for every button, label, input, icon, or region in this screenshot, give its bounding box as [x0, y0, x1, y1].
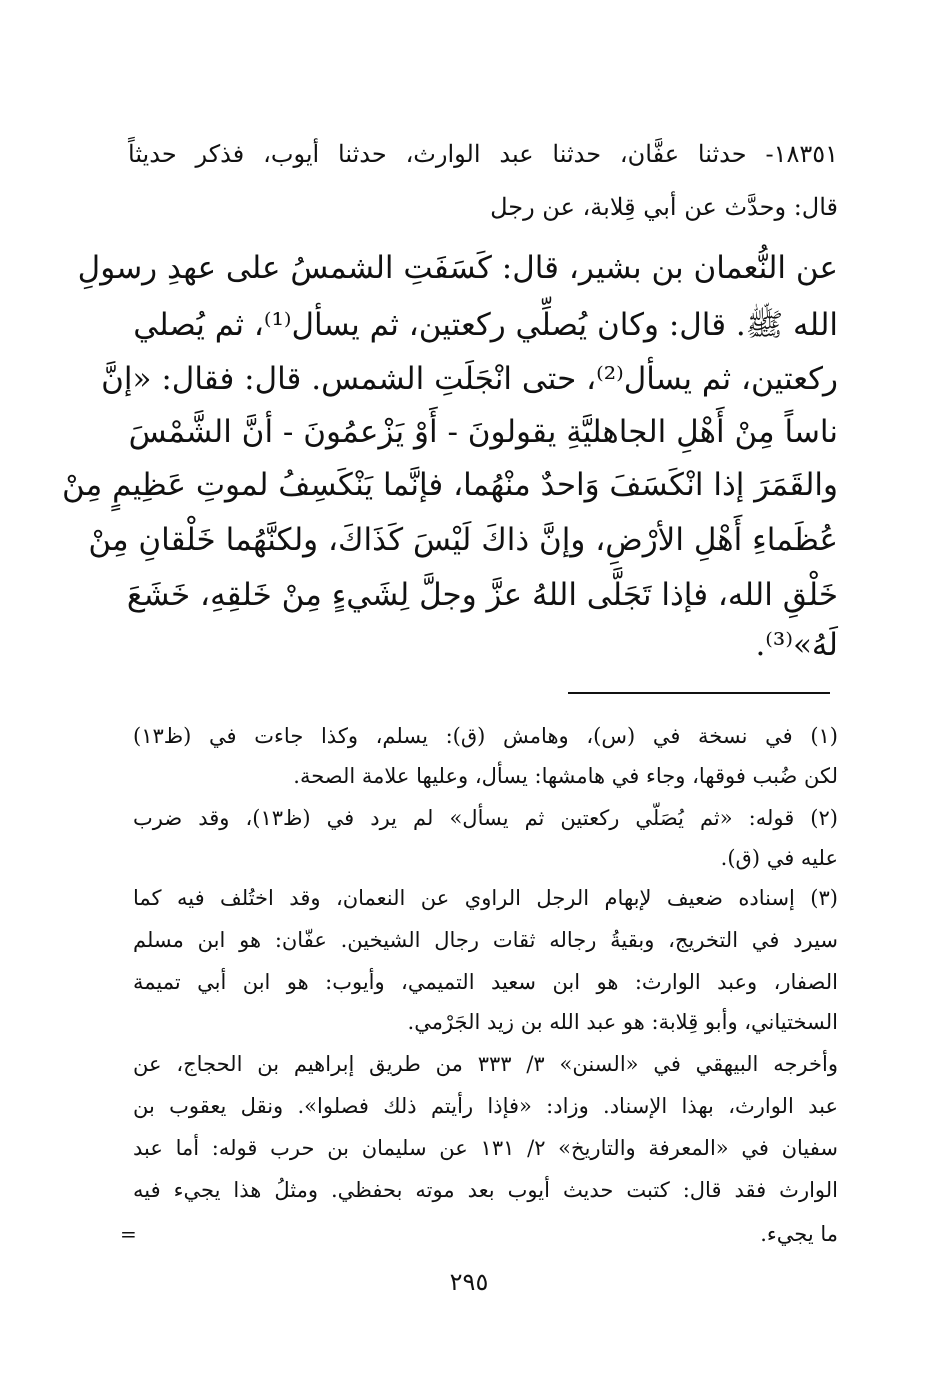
hadith-isnad-line: قال: وحدَّث عن أبي قِلابة، عن رجل: [490, 193, 838, 221]
footnote-line: (٢) قوله: «ثم يُصَلّي ركعتين ثم يسأل» لم يرد في (ظ١٣)، وقد ضرب: [133, 806, 838, 830]
footnote-line: وأخرجه البيهقي في «السنن» ٣/ ٣٣٣ من طريق إبراهيم بن الحجاج، عن: [133, 1052, 838, 1076]
hadith-matn-line: والقَمَرَ إذا انْكَسَفَ وَاحدٌ منْهُما، فإنَّما يَنْكَسِفُ لموتِ عَظِيمٍ مِنْ: [62, 467, 838, 503]
hadith-matn-line: عن النُّعمان بن بشير، قال: كَسَفَتِ الشمسُ على عهدِ رسولِ: [77, 250, 838, 286]
footnote-line: (٣) إسناده ضعيف لإبهام الرجل الراوي عن النعمان، وقد اختُلف فيه كما: [133, 886, 838, 910]
footnote-line: سيرد في التخريج، وبقيةُ رجاله ثقات رجال الشيخين. عفّان: هو ابن مسلم: [133, 928, 838, 952]
hadith-matn-line: الله ﷺ. قال: وكان يُصلِّي ركعتين، ثم يسأل⁽¹⁾، ثم يُصلي: [133, 307, 838, 343]
page-number: ٢٩٥: [449, 1268, 489, 1296]
footnote-line: ما يجيء.: [760, 1222, 838, 1246]
hadith-matn-line: خَلْقِ الله، فإذا تَجَلَّى اللهُ عزَّ وجلَّ لِشَيءٍ مِنْ خَلقِهِ، خَشَعَ: [126, 577, 838, 613]
hadith-isnad-line: ١٨٣٥١- حدثنا عفَّان، حدثنا عبد الوارث، حدثنا أيوب، فذكر حديثاً: [128, 140, 839, 168]
footnote-line: (١) في نسخة في (س)، وهامش (ق): يسلم، وكذا جاءت في (ظ١٣): [133, 724, 838, 748]
footnote-line: الصفار، وعبد الوارث: هو ابن سعيد التميمي، وأيوب: هو ابن أبي تميمة: [133, 970, 838, 994]
footnote-line: عبد الوارث، بهذا الإسناد. وزاد: «فإذا رأيتم ذلك فصلوا». ونقل يعقوب بن: [133, 1094, 838, 1118]
footnote-line: السختياني، وأبو قِلابة: هو عبد الله بن زيد الجَرْمي.: [407, 1010, 838, 1034]
hadith-matn-line: ناساً مِنْ أَهْلِ الجاهليَّةِ يقولونَ - أَوْ يَزْعمُونَ - أنَّ الشَّمْسَ: [128, 414, 838, 450]
footnote-line: الوارث فقد قال: كتبت حديث أيوب بعد موته بحفظي. ومثلُ هذا يجيء فيه: [133, 1178, 838, 1202]
hadith-matn-line: ركعتين، ثم يسأل⁽²⁾، حتى انْجَلَتِ الشمس. قال: فقال: «إنَّ: [101, 361, 838, 397]
footnote-line: لكن ضُبب فوقها، وجاء في هامشها: يسأل، وعليها علامة الصحة.: [293, 764, 838, 788]
hadith-matn-line: لَهُ»⁽³⁾.: [755, 627, 838, 663]
footnote-separator: [568, 692, 830, 694]
hadith-matn-line: عُظَماءِ أَهْلِ الأرْضِ، وإنَّ ذاكَ لَيْسَ كَذَاكَ، ولكنَّهُما خَلْقانِ مِنْ: [88, 522, 838, 558]
footnote-line: عليه في (ق).: [720, 846, 838, 870]
footnote-line: سفيان في «المعرفة والتاريخ» ٢/ ١٣١ عن سليمان بن حرب قوله: أما عبد: [133, 1136, 838, 1160]
continuation-mark: =: [120, 1222, 137, 1246]
